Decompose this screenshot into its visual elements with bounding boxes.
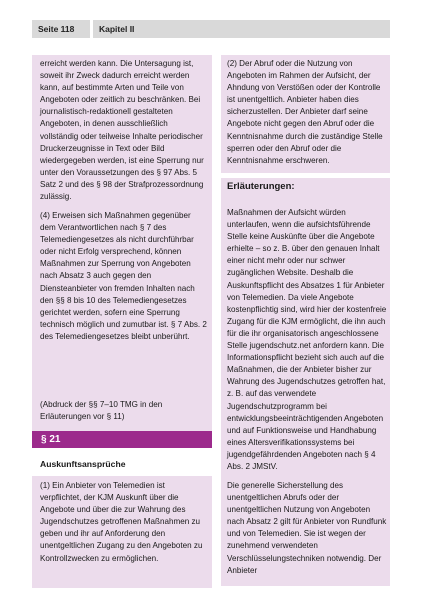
- paragraph-right-1: (2) Der Abruf oder die Nutzung von Angeboten im Rahmen der Aufsicht, der Ahndung von Verstößen oder der Kontrolle ist unentgeltlich. Anbieter haben dies sicherzustellen. Der Anbieter darf seine Angebote nicht gegen den Abruf oder die Kenntnisnahme durch die zuständige Stelle sperren oder den Abruf oder die Kenntnisnahme erschweren.: [227, 59, 383, 165]
- section-number-bar: § 21: [32, 431, 212, 448]
- explanation-paragraph-2: Die generelle Sicherstellung des unentgeltlichen Abrufs oder der unentgeltlichen Nutzung von Angeboten nach Absatz 2 gilt für Anbieter von Rundfunk und von Telemedien. Sie ist wegen der zunehmend verwendeten Verschlüsselungstechniken notwendig. Der Anbieter: [227, 481, 387, 575]
- explanation-paragraph-1: Maßnahmen der Aufsicht würden unterlaufen, wenn die aufsichtsführende Stelle keine Auskünfte über die Angebote erhielte – so z. B. über den genauen Inhalt einer nicht mehr oder nur schwer zugänglichen Website. Deshalb die Auskunftspflicht des Absatzes 1 für Anbieter von Telemedien. Da viele Angebote kostenpflichtig sind, wird hier der kostenfreie Zugang für die KJM ermöglicht, die ihn auch für die ihr organisatorisch angeschlossene Stelle jugendschutz.net anfordern kann. Die Informationspflicht bezieht sich auch auf die Maßnahmen, die der Anbieter bisher zur Wahrung des Jugendschutzes getroffen hat, z. B. auf das verwendete Jugendschutzprogramm bei entwicklungsbeeinträchtigenden Angeboten und auf Funktionsweise und Handhabung eines Altersverifikationssystems bei jugendgefährdenden Angeboten nach § 4 Abs. 2 JMStV.: [227, 208, 387, 471]
- page-header: [32, 20, 390, 38]
- chapter-label: Kapitel II: [93, 20, 390, 38]
- paragraph-left-3: (Abdruck der §§ 7–10 TMG in den Erläuterungen vor § 11): [40, 400, 163, 422]
- page-number: Seite 118: [32, 20, 90, 38]
- explanations-heading: Erläuterungen:: [227, 181, 295, 192]
- section-title: Auskunftsansprüche: [40, 459, 126, 469]
- section-paragraph-1: (1) Ein Anbieter von Telemedien ist verpflichtet, der KJM Auskunft über die Angebote und über die zur Wahrung des Jugendschutzes getroffenen Maßnahmen zu geben und ihr auf Anforderung den unentgeltlichen Zugang zu den Angeboten zu Kontrollzwecken zu ermöglichen.: [40, 481, 203, 563]
- paragraph-left-1: erreicht werden kann. Die Untersagung ist, soweit ihr Zweck dadurch erreicht werden kann, auf bestimmte Arten und Teile von Angeboten oder zeitlich zu beschränken. Bei journalistisch-redaktionell gestalteten Angeboten, in denen ausschließlich vollständig oder teilweise Inhalte periodischer Druckerzeugnisse in Text oder Bild wiedergegeben werden, ist eine Sperrung nur unter den Voraussetzungen des § 97 Abs. 5 Satz 2 und des § 98 der Strafprozessordnung zulässig.: [40, 59, 204, 202]
- paragraph-left-2: (4) Erweisen sich Maßnahmen gegenüber dem Verantwortlichen nach § 7 des Telemediengesetzes als nicht durchführbar oder nicht Erfolg versprechend, können Maßnahmen zur Sperrung von Angeboten nach Absatz 3 auch gegen den Diensteanbieter von fremden Inhalten nach den §§ 8 bis 10 des Telemediengesetzes gerichtet werden, sofern eine Sperrung technisch möglich und zumutbar ist. § 7 Abs. 2 des Telemediengesetzes bleibt unberührt.: [40, 211, 207, 341]
